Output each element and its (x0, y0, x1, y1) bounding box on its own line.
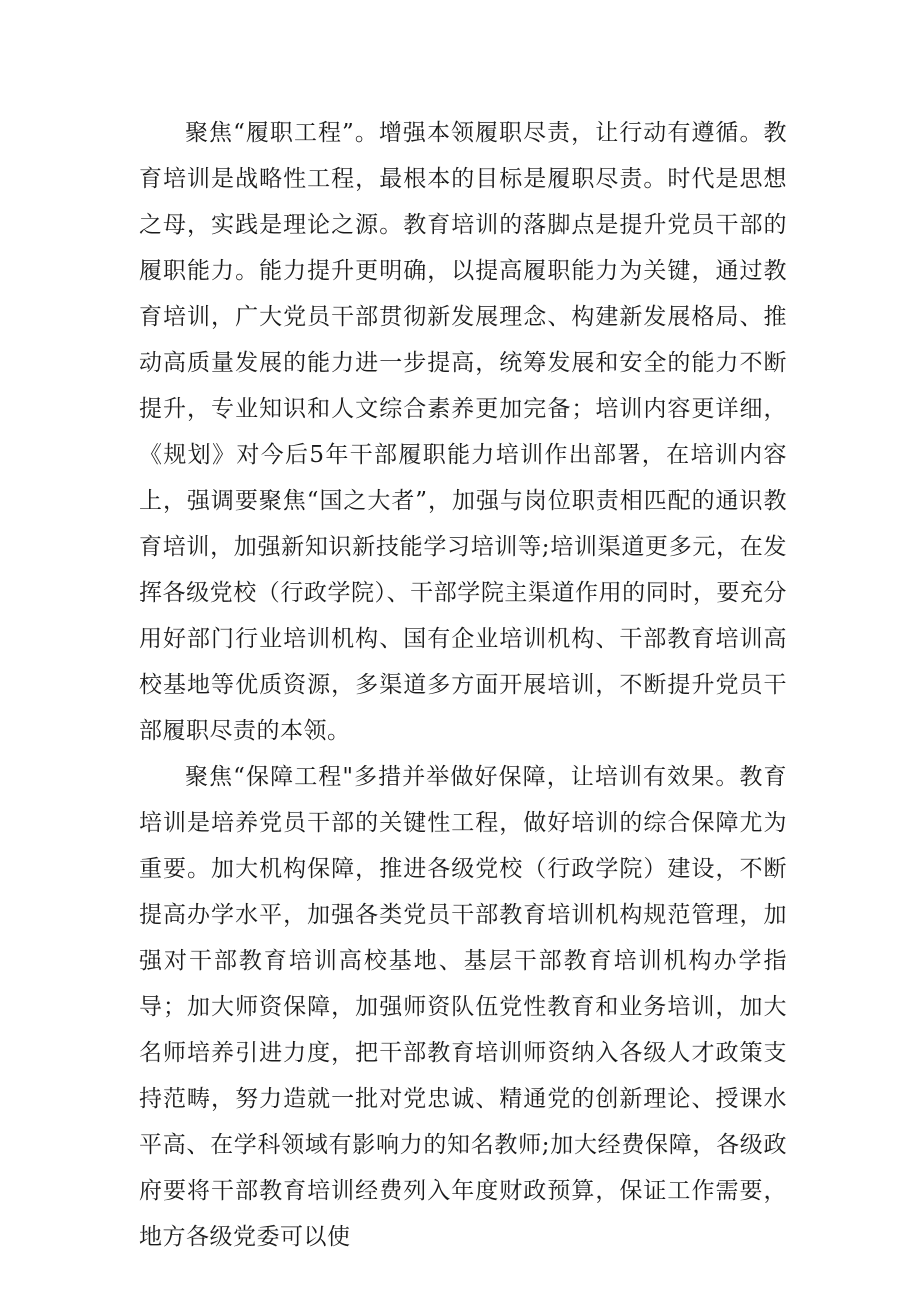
paragraph-guarantee-project: 聚焦“保障工程"多措并举做好保障，让培训有效果。教育培训是培养党员干部的关键性工程，做好培训的综合保障尤为重要。加大机构保障，推进各级党校（行政学院）建设，不断提高办学水平，加强各类党员干部教育培训机构规范管理，加强对干部教育培训高校基地、基层干部教育培训机构办学指导；加大师资保障，加强师资队伍党性教育和业务培训，加大名师培养引进力度，把干部教育培训师资纳入各级人才政策支持范畴，努力造就一批对党忠诚、精通党的创新理论、授课水平高、在学科领域有影响力的知名教师;加大经费保障，各级政府要将干部教育培训经费列入年度财政预算，保证工作需要，地方各级党委可以使 (139, 764, 787, 1250)
paragraph-performance-project: 聚焦“履职工程”。增强本领履职尽责，让行动有遵循。教育培训是战略性工程，最根本的目标是履职尽责。时代是思想之母，实践是理论之源。教育培训的落脚点是提升党员干部的履职能力。能力提升更明确，以提高履职能力为关键，通过教育培训，广大党员干部贯彻新发展理念、构建新发展格局、推动高质量发展的能力进一步提高，统筹发展和安全的能力不断提升，专业知识和人文综合素养更加完备；培训内容更详细，《规划》对今后5年干部履职能力培训作出部署，在培训内容上，强调要聚焦“国之大者”，加强与岗位职责相匹配的通识教育培训，加强新知识新技能学习培训等;培训渠道更多元，在发挥各级党校（行政学院）、干部学院主渠道作用的同时，要充分用好部门行业培训机构、国有企业培训机构、干部教育培训高校基地等优质资源，多渠道多方面开展培训，不断提升党员干部履职尽责的本领。 (139, 120, 787, 744)
document-body (139, 110, 787, 1260)
